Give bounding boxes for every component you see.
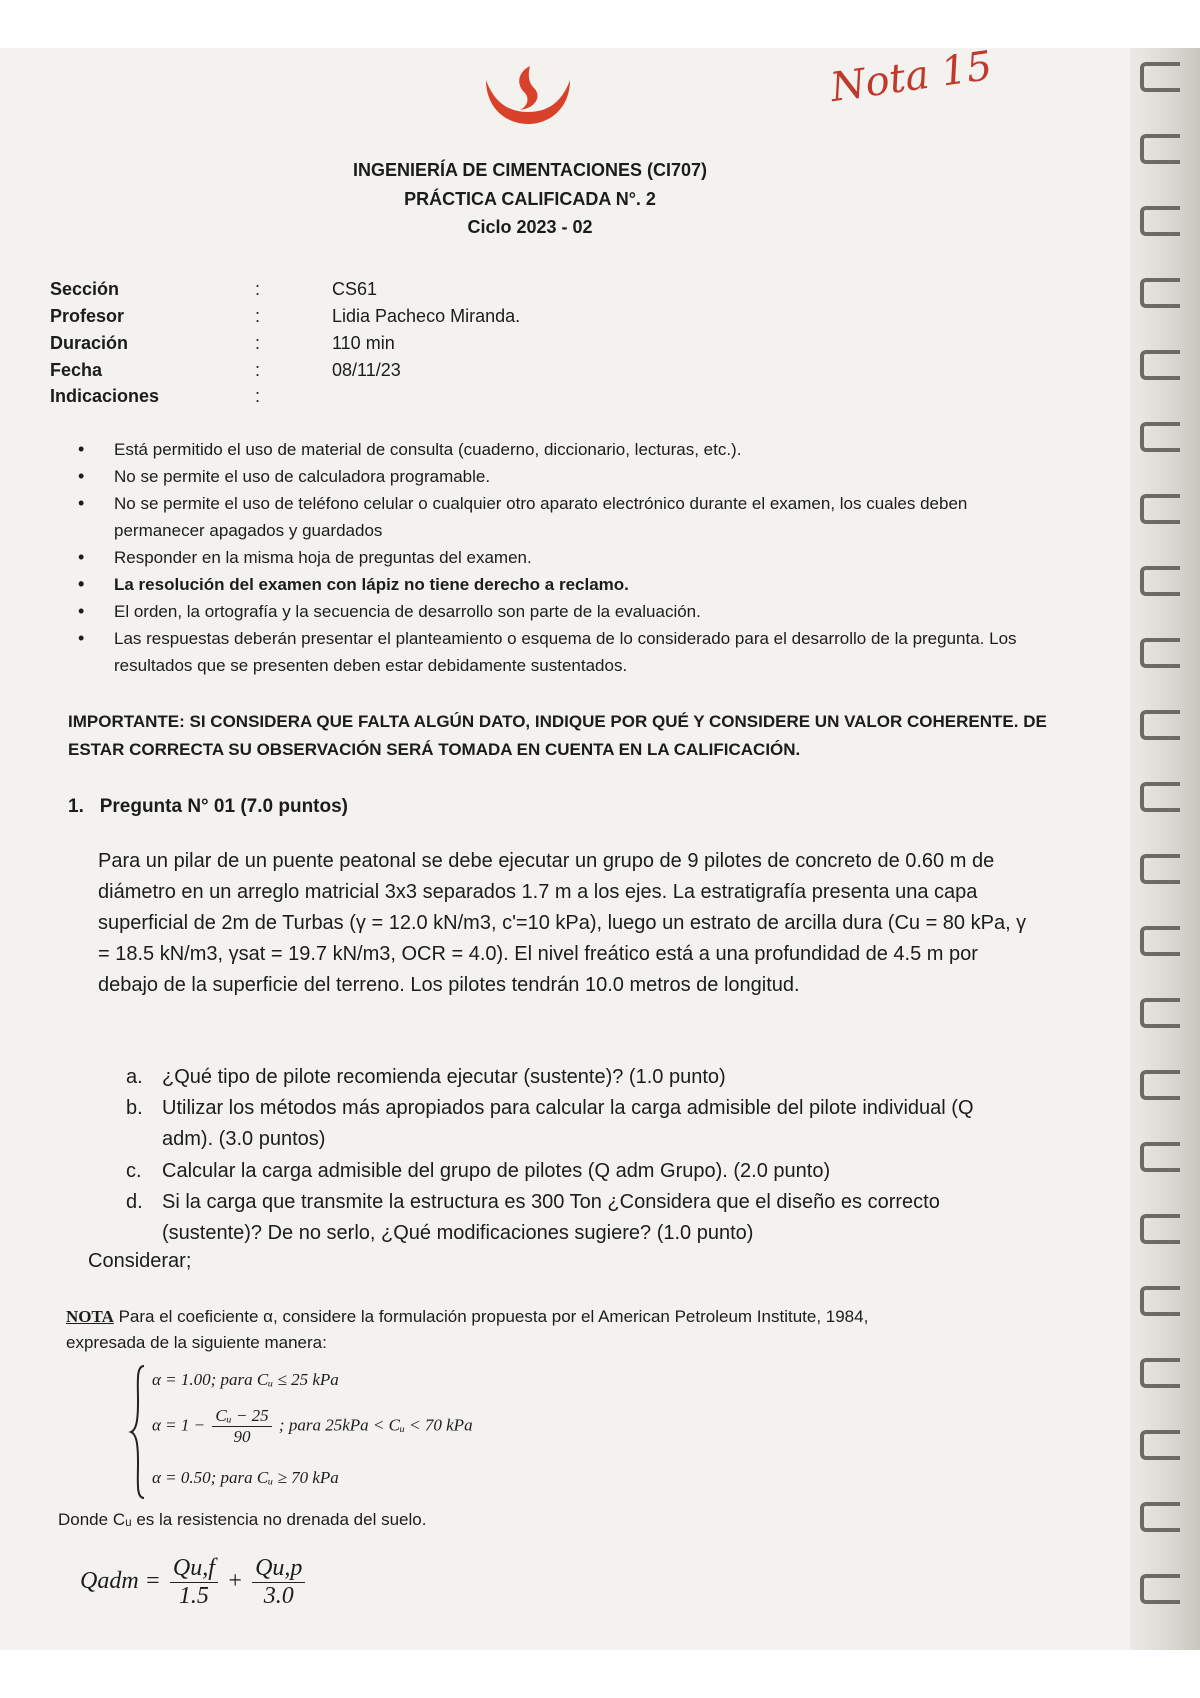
question-statement: Para un pilar de un puente peatonal se debe ejecutar un grupo de 9 pilotes de concreto de 0.60 m de diámetro en un arreglo matricial 3x3 separados 1.7 m a los ejes. La estratigrafía presenta una capa superficial de 2m de Turbas (γ = 12.0 kN/m3, c'=10 kPa), luego un estrato de arcilla dura (Cu = 80 kPa, γ = 18.5 kN/m3, γsat = 19.7 kN/m3, OCR = 4.0). El nivel freático está a una profundidad de 4.5 m por debajo de la superficie del terreno. Los pilotes tendrán 10.0 metros de longitud. xyxy=(98,850,1027,996)
qadm-lhs: Qadm = xyxy=(80,1568,161,1595)
binder-ring xyxy=(1140,206,1180,236)
alpha-case-2: α = 1 − $\frac{\text{Cᵤ − 25}}{90}$ ; para 25kPa < Cᵤ < 70 kPa xyxy=(152,1406,473,1446)
alpha-formula xyxy=(128,1362,648,1502)
info-value: CS61 xyxy=(332,279,378,299)
item-text: ¿Qué tipo de pilote recomienda ejecutar (sustente)? (1.0 punto) xyxy=(162,1066,726,1088)
binder-ring xyxy=(1140,1574,1180,1604)
item-letter: c. xyxy=(126,1160,142,1182)
item-text: Si la carga que transmite la estructura es 300 Ton ¿Considera que el diseño es correcto (sustente)? De no serlo, ¿Qué modificaciones sugiere? (1.0 punto) xyxy=(162,1191,940,1244)
info-value: 110 min xyxy=(332,333,395,353)
question-item-a xyxy=(126,1062,1006,1093)
binder-ring xyxy=(1140,1430,1180,1460)
item-letter: a. xyxy=(126,1066,143,1088)
binder-ring xyxy=(1140,1286,1180,1316)
brace-icon xyxy=(128,1362,148,1502)
list-item: • No se permite el uso de calculadora programable. xyxy=(78,463,1028,490)
binder-ring xyxy=(1140,1502,1180,1532)
alpha-case-1: α = 1.00; para Cᵤ ≤ 25 kPa xyxy=(152,1370,339,1389)
binder-ring xyxy=(1140,638,1180,668)
info-label: Sección xyxy=(50,279,120,299)
qadm-formula: Qadm = $\frac{Qu,f}{1.5}$ + $\frac{Qu,p}{3.0}$ xyxy=(80,1555,308,1610)
nota-label: NOTA xyxy=(66,1307,114,1326)
alpha-case-3: α = 0.50; para Cᵤ ≥ 70 kPa xyxy=(152,1468,339,1487)
binder-ring xyxy=(1140,1142,1180,1172)
info-label: Indicaciones xyxy=(50,386,160,406)
important-notice: IMPORTANTE: SI CONSIDERA QUE FALTA ALGÚN DATO, INDIQUE POR QUÉ Y CONSIDERE UN VALOR COHERENTE. DE ESTAR CORRECTA SU OBSERVACIÓN SERÁ TOMADA EN CUENTA EN LA CALIFICACIÓN. xyxy=(68,712,1047,759)
question-item-c xyxy=(126,1156,1006,1187)
binder-ring xyxy=(1140,782,1180,812)
binder-ring xyxy=(1140,710,1180,740)
question-item-b xyxy=(126,1093,1006,1155)
course-title: INGENIERÍA DE CIMENTACIONES (CI707) xyxy=(352,160,708,180)
question-title xyxy=(68,796,348,818)
binder-ring xyxy=(1140,350,1180,380)
binder-ring xyxy=(1140,1070,1180,1100)
binder-ring xyxy=(1140,566,1180,596)
binder-ring xyxy=(1140,278,1180,308)
nota-paragraph xyxy=(66,1304,926,1356)
item-text: Calcular la carga admisible del grupo de pilotes (Q adm Grupo). (2.0 punto) xyxy=(162,1160,831,1182)
question-number: 1. xyxy=(68,796,84,817)
grade-annotation: Nota 15 xyxy=(827,42,996,112)
info-label: Duración xyxy=(50,333,129,353)
binder-ring xyxy=(1140,422,1180,452)
list-item: • El orden, la ortografía y la secuencia de desarrollo son parte de la evaluación. xyxy=(78,598,1028,625)
list-item: • Está permitido el uso de material de consulta (cuaderno, diccionario, lecturas, etc.). xyxy=(78,436,1028,463)
binder-ring xyxy=(1140,1358,1180,1388)
cycle-title: Ciclo 2023 - 02 xyxy=(467,217,593,237)
item-letter: d. xyxy=(126,1191,143,1213)
binder-ring xyxy=(1140,494,1180,524)
info-value: 08/11/23 xyxy=(332,360,401,380)
info-label: Profesor xyxy=(50,306,125,326)
list-item: • La resolución del examen con lápiz no tiene derecho a reclamo. xyxy=(78,571,1028,598)
nota-text: Para el coeficiente α, considere la formulación propuesta por el American Petroleum Institute, 1984, expresada de la siguiente manera: xyxy=(66,1307,869,1352)
list-item: • Responder en la misma hoja de preguntas del examen. xyxy=(78,544,1028,571)
binder-ring xyxy=(1140,998,1180,1028)
considerar-label: Considerar; xyxy=(88,1250,192,1272)
item-text: Utilizar los métodos más apropiados para calcular la carga admisible del pilote individual (Q adm). (3.0 puntos) xyxy=(162,1097,974,1150)
indicaciones-list xyxy=(78,436,1028,679)
university-logo xyxy=(478,62,578,126)
info-value: Lidia Pacheco Miranda. xyxy=(332,306,521,326)
binder-ring xyxy=(1140,1214,1180,1244)
info-label: Fecha xyxy=(50,360,103,380)
item-letter: b. xyxy=(126,1097,143,1119)
donde-text: Donde Cᵤ es la resistencia no drenada del suelo. xyxy=(58,1510,427,1529)
exam-title: PRÁCTICA CALIFICADA N°. 2 xyxy=(404,189,656,209)
binder-ring xyxy=(1140,134,1180,164)
binder-ring xyxy=(1140,854,1180,884)
question-label: Pregunta N° 01 (7.0 puntos) xyxy=(99,796,349,817)
list-item: • No se permite el uso de teléfono celular o cualquier otro aparato electrónico durante el examen, los cuales deben permanecer apagados y guardados xyxy=(78,490,1028,544)
question-item-d xyxy=(126,1187,1006,1249)
list-item: • Las respuestas deberán presentar el planteamiento o esquema de lo considerado para el desarrollo de la pregunta. Los resultados que se presenten deben estar debidamente sustentados. xyxy=(78,625,1028,679)
binder-ring xyxy=(1140,926,1180,956)
binder-ring xyxy=(1140,62,1180,92)
